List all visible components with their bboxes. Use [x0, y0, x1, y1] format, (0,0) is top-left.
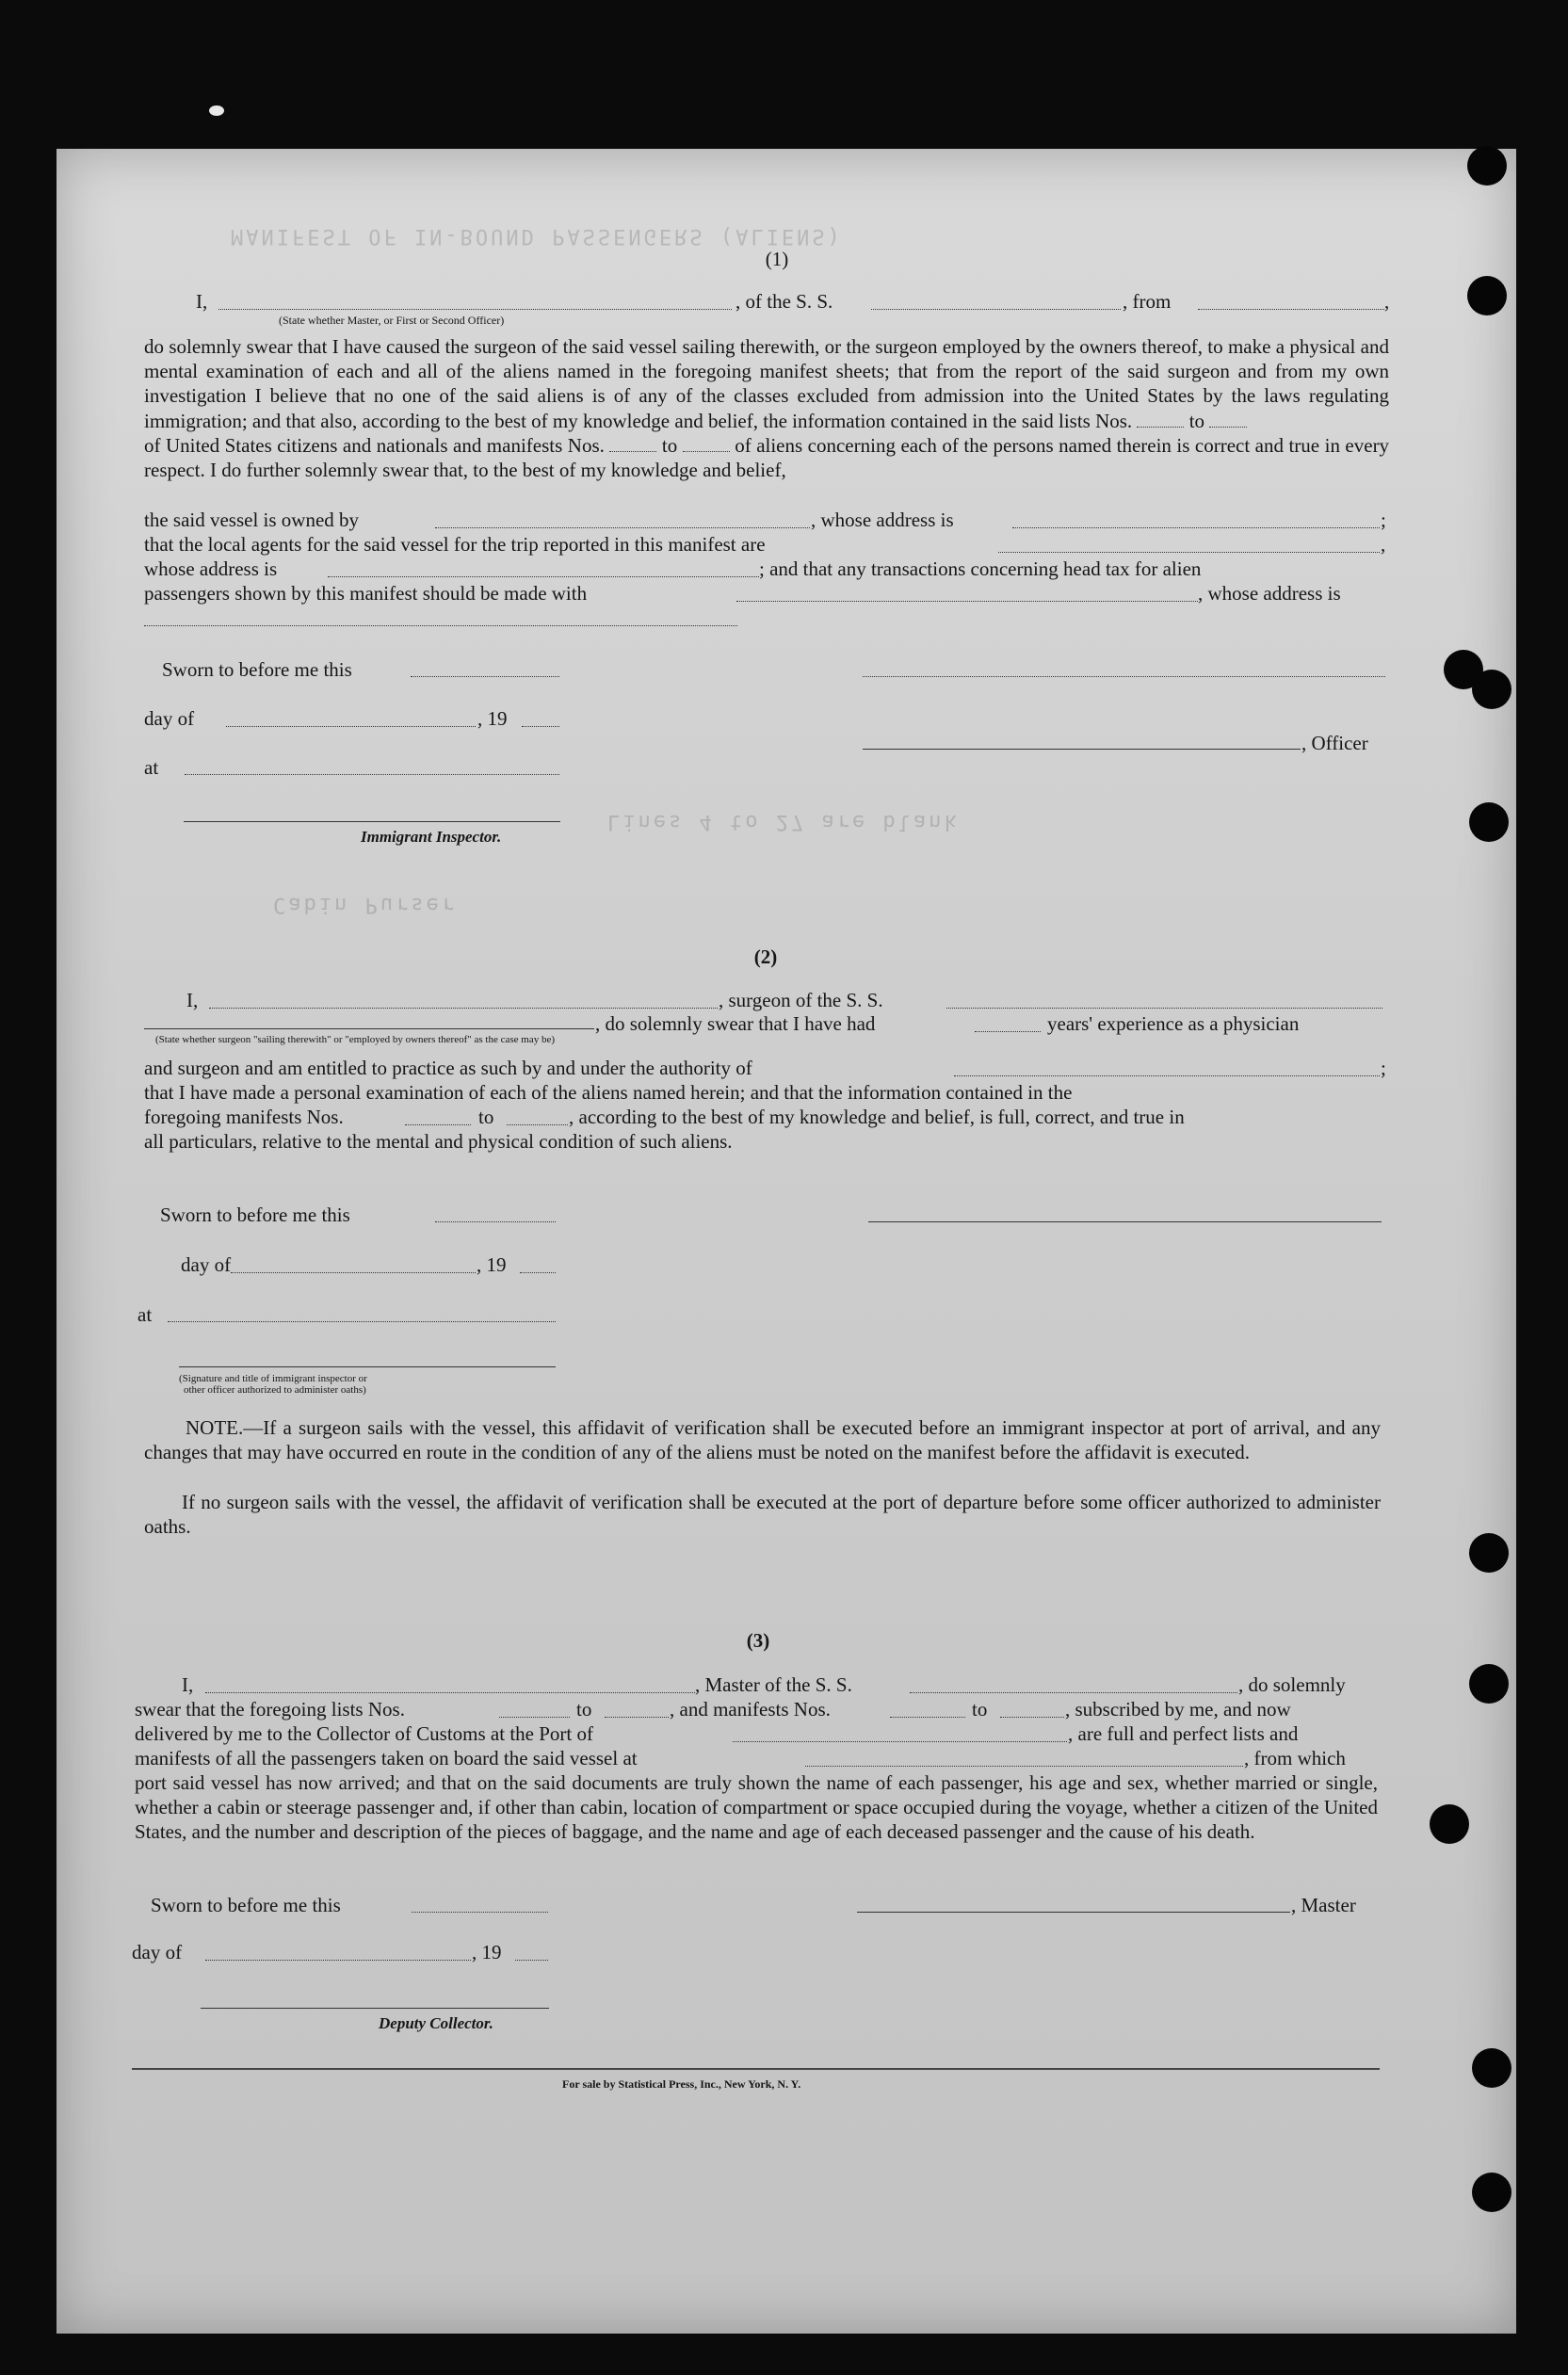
section-1-i: I,: [196, 290, 208, 313]
officer-name-blank: [218, 309, 732, 310]
sworn-label-3: Sworn to before me this: [151, 1894, 341, 1916]
section-2-i: I,: [186, 989, 199, 1011]
manifests-to-blank: [507, 1124, 568, 1125]
particulars-text: all particulars, relative to the mental and physical condition of such aliens.: [144, 1130, 733, 1153]
knowledge-text: , according to the best of my knowledge and belief, is full, correct, and true in: [569, 1106, 1185, 1128]
master-of-label: , Master of the S. S.: [695, 1673, 852, 1696]
local-agents-label: that the local agents for the said vessel for the trip reported in this manifest are: [144, 533, 766, 556]
agents-address-label: whose address is: [144, 557, 278, 580]
surgeon-status-line: [144, 1028, 594, 1029]
surgeon-note-paragraph: [144, 1415, 1381, 1464]
head-tax-address-blank: [144, 625, 737, 626]
year-label-3: , 19: [472, 1941, 502, 1963]
of-ss-label: , of the S. S.: [736, 290, 833, 313]
owner-address-label: , whose address is: [811, 509, 954, 531]
day-of-label-3: day of: [132, 1941, 183, 1963]
boarding-port-blank: [805, 1766, 1243, 1767]
local-agents-blank: [998, 552, 1380, 553]
and-manifests-label: , and manifests Nos.: [670, 1698, 831, 1721]
year-blank-2: [520, 1272, 556, 1273]
manifests3-from-blank: [890, 1717, 965, 1718]
citizens-text: of United States citizens and nationals and manifests Nos.: [144, 433, 605, 457]
delivered-label: delivered by me to the Collector of Customs at the Port of: [135, 1722, 593, 1745]
from-which-label: , from which: [1244, 1747, 1346, 1769]
to-label-2: to: [661, 433, 678, 457]
owner-semicolon: ;: [1381, 509, 1386, 531]
master-label: , Master: [1291, 1894, 1356, 1916]
agents-comma: ,: [1381, 533, 1386, 556]
section-1-number: (1): [765, 248, 789, 270]
note-text: —If a surgeon sails with the vessel, this affidavit of verification shall be executed before an immigrant inspector at port of arrival, and any changes that may have occurred en route in the condition of any of the aliens must be noted on the manifest before the affidavit is executed.: [144, 1416, 1381, 1464]
master-signature-line: [857, 1912, 1290, 1913]
owner-blank: [435, 527, 810, 528]
collector-port-blank: [733, 1741, 1067, 1742]
bleed-through-purser: Cabin Purser: [273, 893, 457, 916]
at-blank-1: [185, 774, 559, 775]
head-tax-label: ; and that any transactions concerning head tax for alien: [759, 557, 1202, 580]
punch-hole: [1472, 670, 1511, 709]
at-label-2: at: [137, 1303, 153, 1326]
master-name-blank: [205, 1692, 695, 1693]
punch-hole: [1472, 2173, 1511, 2212]
do-solemnly-label: , do solemnly: [1238, 1673, 1346, 1696]
inspector-signature-line: [184, 821, 560, 822]
lists-to-blank: [605, 1717, 669, 1718]
section-2-number: (2): [753, 945, 778, 968]
officer-signature-line: [863, 749, 1301, 750]
year-label-1: , 19: [477, 707, 508, 730]
punch-hole: [1469, 802, 1509, 842]
year-blank-3: [515, 1960, 548, 1961]
inspector-signature-line-2: [179, 1366, 556, 1367]
footer-rule: [132, 2068, 1380, 2070]
sworn-blank-2: [435, 1221, 556, 1222]
trailing-comma: ,: [1384, 290, 1390, 313]
note-label: NOTE.: [186, 1416, 244, 1439]
immigrant-inspector-label: Immigrant Inspector.: [361, 828, 502, 846]
lists-from-blank: [499, 1717, 570, 1718]
punch-hole: [1467, 276, 1507, 315]
from-port-blank: [1198, 309, 1384, 310]
day-of-label-2: day of: [181, 1253, 232, 1276]
section-3-number: (3): [746, 1629, 770, 1652]
surgeon-signature-line: [868, 1221, 1382, 1222]
bleed-through-note: Lines 4 to 27 are blank: [607, 810, 960, 833]
section-1-body: [144, 334, 1389, 482]
sworn-blank-3: [412, 1912, 548, 1913]
officer-label: , Officer: [1301, 732, 1368, 754]
manifests3-to-label: to: [972, 1698, 988, 1721]
signature-blank-1a: [863, 676, 1385, 677]
sworn-blank-1: [411, 676, 559, 677]
owner-address-blank: [1012, 527, 1380, 528]
section-3-body: port said vessel has now arrived; and that on the said documents are truly shown the name of each passenger, his age and sex, whether married or single, whether a cabin or steerage passenger and, if other than cabin, location of compartment or space occupied during the voyage, whether a citizen of the United States, and the number and description of the pieces of baggage, and the name and age of each deceased passenger and the cause of his death.: [135, 1771, 1378, 1844]
manifests-all-label: manifests of all the passengers taken on board the said vessel at: [135, 1747, 638, 1769]
at-label-1: at: [144, 756, 159, 779]
day-blank-3: [205, 1960, 471, 1961]
day-blank-1: [226, 726, 476, 727]
punch-hole: [1430, 1804, 1469, 1844]
oath-text: do solemnly swear that I have caused the surgeon of the said vessel sailing therewith, or the surgeon employed by the owners thereof, to make a physical and mental examination of each and all of the aliens named in the foregoing manifest sheets; that from the report of the said surgeon and from my own investigation I believe that no one of the said aliens is of any of the classes excluded from admission into the United States by the laws regulating immigration; and that also, according to the best of my knowledge and belief, the information contained in the said lists Nos.: [144, 335, 1389, 432]
deputy-signature-line: [201, 2008, 549, 2009]
officer-note: (State whether Master, or First or Second Officer): [279, 314, 505, 327]
deputy-collector-label: Deputy Collector.: [379, 2014, 493, 2032]
master-ship-blank: [910, 1692, 1237, 1693]
from-label: , from: [1123, 290, 1172, 313]
punch-hole: [1467, 146, 1507, 186]
head-tax-address-label: , whose address is: [1198, 582, 1341, 605]
signature-note-1: (Signature and title of immigrant inspector or: [179, 1373, 367, 1384]
to-label: to: [1188, 409, 1205, 432]
persons-text: of aliens concerning each of the persons named therein is correct and true in every respect. I do further solemnly swear that, to the best of my knowledge and belief,: [144, 433, 1390, 482]
manifests-label: foregoing manifests Nos.: [144, 1106, 344, 1128]
printer-credit: For sale by Statistical Press, Inc., New York, N. Y.: [562, 2077, 801, 2091]
subscribed-label: , subscribed by me, and now: [1065, 1698, 1291, 1721]
authority-semicolon: ;: [1381, 1057, 1386, 1079]
section-3-i: I,: [182, 1673, 194, 1696]
head-tax-agent-blank: [736, 601, 1198, 602]
bleed-through-header: MANIFEST OF IN-BOUND PASSENGERS (ALIENS): [231, 224, 843, 248]
years-blank: [975, 1031, 1041, 1032]
manifests3-to-blank: [1000, 1717, 1064, 1718]
year-blank-1: [522, 726, 559, 727]
years-label: years' experience as a physician: [1047, 1012, 1300, 1035]
speck: [209, 105, 224, 116]
punch-hole: [1469, 1664, 1509, 1704]
at-blank-2: [168, 1321, 556, 1322]
lists-to-label: to: [576, 1698, 592, 1721]
surgeon-of-label: , surgeon of the S. S.: [719, 989, 883, 1011]
surgeon-ship-blank: [946, 1008, 1382, 1009]
sworn-label-2: Sworn to before me this: [160, 1204, 350, 1226]
punch-hole: [1469, 1533, 1509, 1573]
day-of-label-1: day of: [144, 707, 195, 730]
punch-hole: [1472, 2048, 1511, 2088]
ship-name-blank: [871, 309, 1121, 310]
passengers-label: passengers shown by this manifest should be made with: [144, 582, 588, 605]
full-perfect-label: , are full and perfect lists and: [1068, 1722, 1299, 1745]
signature-note-2: other officer authorized to administer oaths): [184, 1384, 366, 1396]
examination-text: that I have made a personal examination of each of the aliens named herein; and that the information contained in the: [144, 1081, 1073, 1104]
no-surgeon-text: If no surgeon sails with the vessel, the affidavit of verification shall be executed at the port of departure before some officer authorized to administer oaths.: [144, 1491, 1381, 1539]
do-swear-label: , do solemnly swear that I have had: [595, 1012, 876, 1035]
authority-label: and surgeon and am entitled to practice as such by and under the authority of: [144, 1057, 752, 1079]
owned-by-label: the said vessel is owned by: [144, 509, 360, 531]
day-blank-2: [231, 1272, 476, 1273]
agents-address-blank: [328, 576, 759, 577]
sworn-label-1: Sworn to before me this: [162, 658, 352, 681]
surgeon-name-blank: [209, 1008, 718, 1009]
manifests-to-label: to: [478, 1106, 494, 1128]
manifests-from-blank: [405, 1124, 471, 1125]
no-surgeon-paragraph: [144, 1490, 1381, 1539]
swear-lists-label: swear that the foregoing lists Nos.: [135, 1698, 405, 1721]
year-label-2: , 19: [477, 1253, 507, 1276]
authority-blank: [954, 1075, 1380, 1076]
surgeon-note: (State whether surgeon "sailing therewith" or "employed by owners thereof" as the case may be): [155, 1034, 556, 1045]
